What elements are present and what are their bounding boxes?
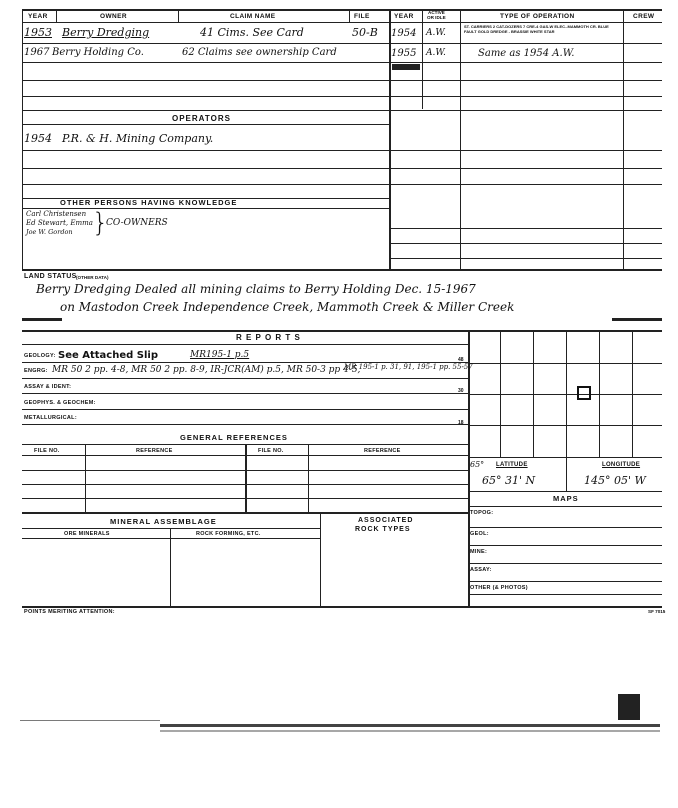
form-number: SF 7015 <box>648 609 666 614</box>
mineral-assemblage-title: MINERAL ASSEMBLAGE <box>110 517 217 526</box>
col-year-op: YEAR <box>394 13 414 20</box>
rock-types-label: ROCK TYPES <box>355 526 411 533</box>
land-status-line-1: Berry Dredging Dealed all mining claims to Berry Holding Dec. 15-1967 <box>36 282 476 296</box>
grid-num-30: 30 <box>458 388 464 394</box>
owner-row-2-owner: Berry Holding Co. <box>52 47 144 58</box>
owner-row-1-claim: 41 Cims. See Card <box>200 26 304 39</box>
land-status-label: LAND STATUS <box>24 273 77 280</box>
owner-row-1-year: 1953 <box>24 26 52 39</box>
co-owners-label: CO-OWNERS <box>106 218 168 228</box>
grid-num-48: 48 <box>458 357 464 363</box>
operators-title: OPERATORS <box>172 114 231 123</box>
op-row-1-status: A.W. <box>426 28 446 38</box>
longitude-label: LONGITUDE <box>602 462 641 468</box>
land-status-line-2: on Mastodon Creek Independence Creek, Mammoth Creek & Miller Creek <box>60 300 515 314</box>
col-rock-forming: ROCK FORMING, ETC. <box>196 531 261 537</box>
longitude-value: 145° 05' W <box>584 474 646 487</box>
engrg-value: MR 50 2 pp. 4-8, MR 50 2 pp. 8-9, IR-JCR(AM) p.5, MR 50-3 pp 4-5, <box>52 365 361 375</box>
brace-icon: } <box>92 208 109 238</box>
points-meriting-attention: POINTS MERITING ATTENTION: <box>24 609 115 615</box>
op-row-2-year: 1955 <box>391 48 417 59</box>
other-person-1: Carl Christensen <box>26 210 87 218</box>
lat-prefix: 65° <box>470 460 485 469</box>
ref-col-reference: REFERENCE <box>136 448 173 454</box>
col-active: ACTIVE <box>428 10 445 15</box>
scan-artifact-band-2 <box>160 730 660 732</box>
land-status-sublabel: (OTHER DATA) <box>76 275 109 280</box>
owner-row-2-claim: 62 Claims see ownership Card <box>182 47 337 58</box>
col-crew: CREW <box>633 13 655 20</box>
reports-title: R E P O R T S <box>236 333 301 342</box>
col-owner: OWNER <box>100 13 127 20</box>
ref-col-reference-2: REFERENCE <box>364 448 401 454</box>
maps-title: MAPS <box>553 494 579 503</box>
location-marker-icon <box>577 386 591 400</box>
geophys-label: GEOPHYS. & GEOCHEM: <box>24 400 96 406</box>
owner-row-1-file: 50-B <box>352 26 378 39</box>
maps-mine: MINE: <box>470 549 488 555</box>
op-row-2-type: Same as 1954 A.W. <box>478 48 575 59</box>
op-row-1-type: ST. CARRIERS 2 CAT-DOZERS 7 CRE-4 GAS-W ELEC.-MAMMOTH CR. BLUE FAULT GOLD DREDGE - BRASSIE WHITE STAR <box>464 24 609 34</box>
other-person-3: Joe W. Gordon <box>26 228 73 236</box>
owner-row-2-year: 1967 <box>24 47 50 58</box>
geology-value: See Attached Slip <box>58 350 158 361</box>
operator-name: P.R. & H. Mining Company. <box>62 132 214 145</box>
op-row-2-status: A.W. <box>426 48 446 58</box>
col-or-idle: OR IDLE <box>427 15 446 20</box>
maps-assay: ASSAY: <box>470 567 492 573</box>
ref-col-file-no: FILE NO. <box>34 448 60 454</box>
col-file: FILE <box>354 13 370 20</box>
latitude-value: 65° 31' N <box>482 474 536 487</box>
owner-row-1-owner: Berry Dredging <box>62 26 150 39</box>
associated-label: ASSOCIATED <box>358 517 414 524</box>
engrg-extra: MR 195-1 p. 31, 91, 195-1 pp. 55-57 <box>344 363 473 371</box>
scan-artifact-line <box>20 720 160 721</box>
col-claim-name: CLAIM NAME <box>230 13 276 20</box>
grid-num-18: 18 <box>458 420 464 426</box>
geology-ref: MR195-1 p.5 <box>190 350 250 360</box>
col-year: YEAR <box>28 13 48 20</box>
scan-artifact-block <box>618 694 640 720</box>
maps-other: OTHER (& PHOTOS) <box>470 585 528 591</box>
other-persons-title: OTHER PERSONS HAVING KNOWLEDGE <box>60 198 238 207</box>
assay-label: ASSAY & IDENT: <box>24 384 72 390</box>
col-ore-minerals: ORE MINERALS <box>64 531 110 537</box>
maps-geol: GEOL: <box>470 531 489 537</box>
other-person-2: Ed Stewart, Emma <box>26 219 93 227</box>
metallurgical-label: METALLURGICAL: <box>24 415 77 421</box>
scan-blot <box>392 64 420 70</box>
scan-blot-left <box>22 318 62 321</box>
ref-col-file-no-2: FILE NO. <box>258 448 284 454</box>
col-type-of-operation: TYPE OF OPERATION <box>500 13 575 20</box>
scan-blot-right <box>612 318 662 321</box>
operator-year: 1954 <box>24 132 52 145</box>
geology-label: GEOLOGY: <box>24 353 56 359</box>
maps-topog: TOPOG: <box>470 510 494 516</box>
latitude-label: LATITUDE <box>496 462 528 468</box>
general-references-title: GENERAL REFERENCES <box>180 433 288 442</box>
engrg-label: ENGRG: <box>24 368 48 374</box>
scan-artifact-band <box>160 724 660 727</box>
op-row-1-year: 1954 <box>391 28 417 39</box>
